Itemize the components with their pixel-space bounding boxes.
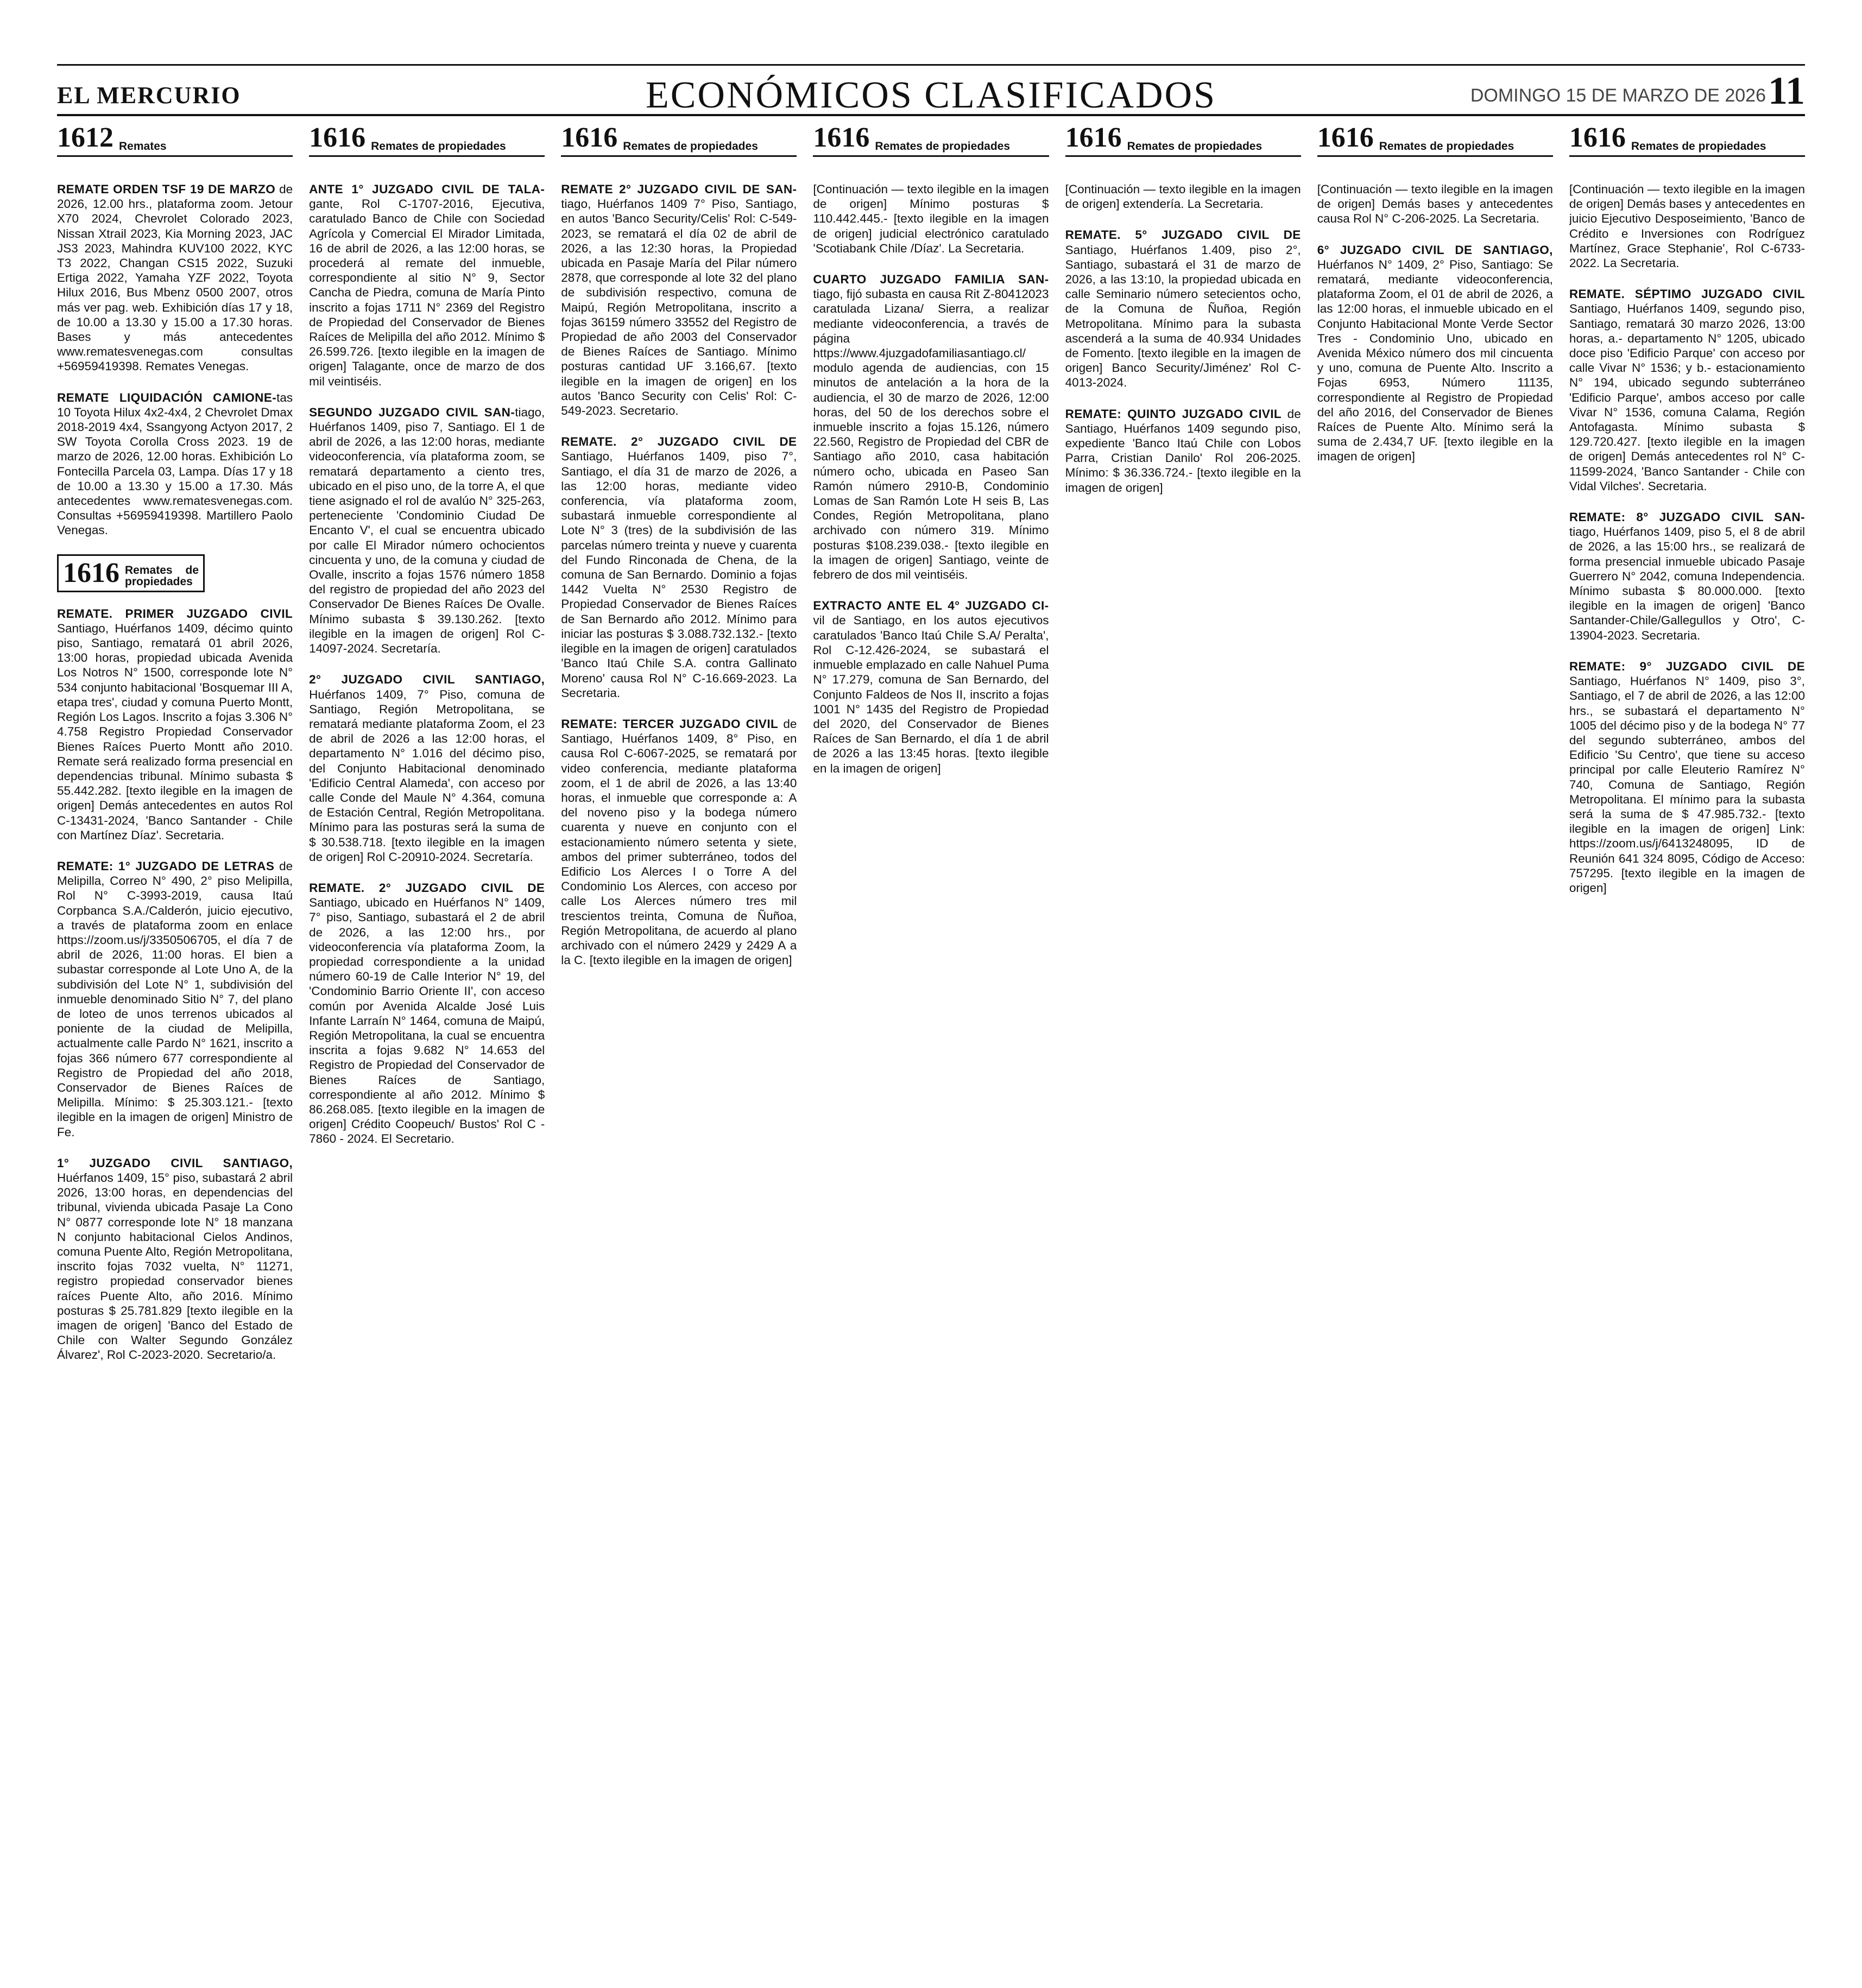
- section-label: Remates de propiedades: [1379, 140, 1514, 153]
- ad-lead: REMATE. 5° JUZGADO CIVIL DE: [1065, 228, 1301, 242]
- section-title: ECONÓMICOS CLASIFICADOS: [645, 74, 1217, 116]
- ad-body: de Santiago, Huérfanos 1409 segundo piso, expediente 'Banco Itaú Chile con Lobos Parra, Cristian Danilo' Rol 206-2025. Mínimo: $ 36.336.724.- [texto ilegible en la imagen de origen]: [1065, 407, 1301, 495]
- column-6: [1317, 124, 1553, 1966]
- ad-body: de Melipilla, Correo N° 490, 2° piso Melipilla, Rol N° C-3993-2019, causa Itaú Corpbanca S.A./Calderón, juicio ejecutivo, a través de plataforma zoom en enlace https://zoom.us/j/3350506705, el día 7 de abril de 2026, 11:00 horas. El bien a subastar corresponde al Lote Uno A, de la subdivisión del Lote N° 1, subdivisión del inmueble denominado Sitio N° 7, del plano de loteo de unos terrenos ubicados al poniente de la ciudad de Melipilla, actualmente calle Pardo N° 1621, inscrito a fojas 366 número 677 correspondiente al Registro de Propiedad del año 2018, Conservador de Bienes Raíces de Melipilla. Mínimo: $ 25.303.121.- [texto ilegible en la imagen de origen] Ministro de Fe.: [57, 859, 293, 1139]
- ad-body: tiago, fijó subasta en causa Rit Z-80412023 caratulada Lizana/ Sierra, a realizar mediante videoconferencia, a través de página https://www.4juzgadofamiliasantiago.cl/ modulo agenda de audiencias, con 15 minutos de antelación a la hora de la audiencia, el 30 de marzo de 2026, 12:00 horas, del 50 de los derechos sobre el inmueble inscrito a fojas 15.126, número 22.560, Registro de Propiedad del CBR de Santiago año 2010, casa habitación número ocho, ubicada en Paseo San Ramón número 2910-B, Condominio Lomas de San Ramón Lote H seis B, Las Condes, Región Metropolitana, plano archivado con número 319. Mínimo posturas $108.239.038.- [texto ilegible en la imagen de origen] Santiago, veinte de febrero de dos mil veintiséis.: [813, 287, 1049, 582]
- ad-lead: 2° JUZGADO CIVIL SANTIAGO,: [309, 673, 545, 687]
- section-header-remates-propiedades: [1317, 124, 1553, 157]
- ad-body: Huérfanos 1409, 7° Piso, comuna de Santiago, Región Metropolitana, se rematará mediante plataforma Zoom, el 23 de abril de 2026 a las 12:00 horas, el departamento N° 1.016 del décimo piso, del Conjunto Habitacional denominado 'Edificio Central Alameda', con acceso por calle Conde del Maule N° 4.364, comuna de Estación Central, Región Metropolitana. Mínimo para las posturas será la suma de $ 30.538.718. [texto ilegible en la imagen de origen] Rol C-20910-2024. Secretaría.: [309, 687, 545, 864]
- column-2: [309, 124, 545, 1966]
- classified-ad: [1317, 182, 1553, 226]
- classified-ad: [57, 390, 293, 538]
- ad-body: Santiago, Huérfanos N° 1409, piso 3°, Santiago, el 7 de abril de 2026, a las 12:00 hrs., se subastará el departamento N° 1005 del décimo piso y de la bodega N° 77 del segundo subterráneo, ambos del Edificio 'Su Centro', que tiene su acceso principal por calle Eleuterio Ramírez N° 740, Comuna de Santiago, Región Metropolitana. El mínimo para la subasta será la suma de $ 47.985.732.- [texto ilegible en la imagen de origen] Link: https://zoom.us/j/6413248095, ID de Reunión 641 324 8095, Código de Acceso: 757295. [texto ilegible en la imagen de origen]: [1569, 674, 1805, 895]
- section-number: 1616: [1317, 124, 1374, 153]
- section-header-remates-propiedades: [1569, 124, 1805, 157]
- column-1: [57, 124, 293, 1966]
- classified-ad: [57, 1156, 293, 1363]
- classified-ad: [813, 598, 1049, 775]
- section-header-remates-propiedades: [57, 554, 205, 592]
- paper-name: EL MERCURIO: [57, 82, 241, 109]
- ad-lead: REMATE ORDEN TSF 19 DE MARZO: [57, 182, 276, 196]
- classified-ad: [813, 182, 1049, 256]
- ad-lead: EXTRACTO ANTE EL 4° JUZGADO CI-: [813, 599, 1049, 613]
- ad-body: Huérfanos N° 1409, 2° Piso, Santiago: Se rematará, mediante videoconferencia, plataforma Zoom, el 01 de abril de 2026, a las 12:00 horas, el inmueble ubicado en el Conjunto Habitacional Monte Verde Sector Tres - Condominio Uno, ubicado en Avenida México número dos mil cincuenta y uno, comuna de Puente Alto. Inscrito a Fojas 6953, Número 11135, correspondiente al Registro de Propiedad del año 2016, del Conservador de Bienes Raíces de Puente Alto. Mínimo será la suma de 2.434,7 UF. [texto ilegible en la imagen de origen]: [1317, 257, 1553, 464]
- ad-lead: CUARTO JUZGADO FAMILIA SAN-: [813, 273, 1049, 287]
- section-label: Remates: [119, 140, 167, 153]
- section-header-remates: [57, 124, 293, 157]
- ad-body: Huérfanos 1409, 15° piso, subastará 2 abril 2026, 13:00 horas, en dependencias del tribunal, vivienda ubicada Pasaje La Cono N° 0877 corresponde lote N° 18 manzana N conjunto habitacional Cielos Andinos, comuna Puente Alto, Región Metropolitana, inscrito fojas 7032 vuelta, N° 11271, registro propiedad conservador bienes raíces Puente Alto, año 2016. Mínimo posturas $ 25.781.829 [texto ilegible en la imagen de origen] 'Banco del Estado de Chile con Walter Segundo González Álvarez', Rol C-2023-2020. Secretario/a.: [57, 1170, 293, 1362]
- classified-ad: [57, 859, 293, 1139]
- classified-ad: [1065, 182, 1301, 211]
- section-header-remates-propiedades: [1065, 124, 1301, 157]
- classified-ad: [309, 405, 545, 656]
- ad-body: tiago, Huérfanos 1409, piso 7, Santiago. El 1 de abril de 2026, a las 12:00 horas, mediante videoconferencia, vía plataforma zoom, se rematará departamento a ciento tres, ubicado en el piso uno, de la torre A, el que tiene asignado el rol de avalúo N° 325-263, perteneciente 'Condominio Ciudad De Encanto V', el cual se encuentra ubicado por calle El Mirador número ochocientos cincuenta y uno, de la comuna y ciudad de Ovalle, inscrito a fojas 1576 número 1858 del registro de propiedad del año 2023 del Conservador De Bienes Raíces De Ovalle. Mínimo subasta $ 39.130.262. [texto ilegible en la imagen de origen] Rol C-14097-2024. Secretaría.: [309, 405, 545, 656]
- section-number: 1612: [57, 124, 113, 153]
- ad-lead: REMATE: 8° JUZGADO CIVIL SAN-: [1569, 510, 1805, 524]
- section-label: Remates de propiedades: [125, 564, 199, 588]
- ad-lead: 1° JUZGADO CIVIL SANTIAGO,: [57, 1156, 293, 1170]
- classified-ad: [1569, 659, 1805, 895]
- section-number: 1616: [561, 124, 618, 153]
- issue-date: DOMINGO 15 DE MARZO DE 2026: [1470, 85, 1766, 106]
- section-label: Remates de propiedades: [1631, 140, 1766, 153]
- ad-body: Santiago, Huérfanos 1409, piso 7°, Santiago, el día 31 de marzo de 2026, a las 12:00 horas, mediante video conferencia, vía plataforma zoom, subastará inmueble correspondiente al Lote N° 3 (tres) de la subdivisión de las parcelas número treinta y nueve y cuarenta del Fundo Rinconada de Chena, de la comuna de San Bernardo. Dominio a fojas 1442 Vuelta N° 2530 Registro de Propiedad Conservador de Bienes Raíces de San Bernardo año 2012. Mínimo para iniciar las posturas $ 3.088.732.132.- [texto ilegible en la imagen de origen] caratulados 'Banco Itaú Chile S.A. contra Gallinato Moreno' causa Rol N° C-16.669-2023. La Secretaria.: [561, 449, 797, 700]
- ad-lead: REMATE: 1° JUZGADO DE LETRAS: [57, 859, 275, 873]
- classified-ad: [1569, 510, 1805, 643]
- ad-lead: REMATE 2° JUZGADO CIVIL DE SAN-: [561, 182, 797, 196]
- ad-lead: REMATE: TERCER JUZGADO CIVIL: [561, 717, 779, 731]
- section-number: 1616: [309, 124, 366, 153]
- ad-body: Santiago, Huérfanos 1.409, piso 2°, Santiago, subastará el 31 de marzo de 2026, a las 13:10, la propiedad ubicada en calle Seminario número setecientos ocho, de la Comuna de Ñuñoa, Región Metropolitana. Mínimo para la subasta ascenderá a la suma de 40.934 Unidades de Fomento. [texto ilegible en la imagen de origen] Banco Security/Jiménez' Rol C-4013-2024.: [1065, 243, 1301, 390]
- classified-ad: [1569, 287, 1805, 493]
- classified-ad: [1569, 182, 1805, 270]
- classified-columns: [57, 124, 1805, 1966]
- column-3: [561, 124, 797, 1966]
- ad-body: [Continuación — texto ilegible en la imagen de origen] extendería. La Secretaria.: [1065, 182, 1301, 211]
- column-5: [1065, 124, 1301, 1966]
- column-4: [813, 124, 1049, 1966]
- ad-lead: REMATE. SÉPTIMO JUZGADO CIVIL: [1569, 287, 1805, 301]
- section-number: 1616: [63, 557, 119, 588]
- ad-body: [Continuación — texto ilegible en la imagen de origen] Demás bases y antecedentes causa Rol N° C-206-2025. La Secretaria.: [1317, 182, 1553, 226]
- ad-body: gante, Rol C-1707-2016, Ejecutiva, caratulado Banco de Chile con Sociedad Agrícola y Comercial El Mirador Limitada, 16 de abril de 2026, a las 12:00 horas, se procederá al remate del inmueble, correspondiente al sitio N° 9, Sector Cancha de Piedra, comuna de María Pinto inscrito a fojas 1711 N° 2369 del Registro de Propiedad del Conservador de Bienes Raíces de Melipilla del año 2012. Mínimo $ 26.599.726. [texto ilegible en la imagen de origen] Talagante, once de marzo de dos mil veintiséis.: [309, 197, 545, 388]
- ad-lead: REMATE. 2° JUZGADO CIVIL DE: [561, 435, 797, 449]
- masthead: [57, 0, 1805, 116]
- ad-body: tas 10 Toyota Hilux 4x2-4x4, 2 Chevrolet Dmax 2018-2019 4x4, Ssangyong Actyon 2017, 2 SW Toyota Corolla Cross 2023. 19 de marzo de 2026, 12.00 horas. Exhibición Lo Fontecilla Parcela 03, Lampa. Días 17 y 18 de 10.00 a 13.30 y 15.00 a 17.30. Más antecedentes www.rematesvenegas.com. Consultas +56959419398. Martillero Paolo Venegas.: [57, 390, 293, 537]
- classified-ad: [1065, 227, 1301, 390]
- ad-lead: REMATE LIQUIDACIÓN CAMIONE-: [57, 390, 277, 404]
- section-number: 1616: [1065, 124, 1122, 153]
- classified-ad: [57, 182, 293, 374]
- section-number: 1616: [813, 124, 870, 153]
- masthead-rule: [57, 64, 1805, 66]
- ad-body: tiago, Huérfanos 1409 7° Piso, Santiago, en autos 'Banco Security/Celis' Rol: C-549-2023, se rematará el día 02 de abril de 2026, a las 12:30 horas, la Propiedad ubicada en Pasaje María del Pilar número 2878, que corresponde al lote 32 del plano de subdivisión respectivo, comuna de Maipú, Región Metropolitana, inscrito a fojas 36159 número 33552 del Registro de Propiedad de año 2003 del Conservador de Bienes Raíces de Santiago. Mínimo posturas cantidad UF 3.166,67. [texto ilegible en la imagen de origen] en los autos 'Banco Security con Celis' Rol: C-549-2023. Secretario.: [561, 197, 797, 418]
- ad-lead: ANTE 1° JUZGADO CIVIL DE TALA-: [309, 182, 545, 196]
- classified-ad: [561, 717, 797, 967]
- ad-body: Santiago, ubicado en Huérfanos N° 1409, 7° piso, Santiago, subastará el 2 de abril de 2026, a las 12:00 hrs., por videoconferencia vía plataforma Zoom, la propiedad correspondiente a la unidad número 60-19 de Calle Interior N° 19, del 'Condominio Barrio Oriente II', con acceso común por Avenida Alcalde José Luis Infante Larraín N° 1464, comuna de Maipú, Región Metropolitana, la cual se encuentra inscrita a fojas 9.682 N° 14.653 del Registro de Propiedad del Conservador de Bienes Raíces de Santiago, correspondiente al año 2012. Mínimo $ 86.268.085. [texto ilegible en la imagen de origen] Crédito Coopeuch/ Bustos' Rol C - 7860 - 2024. El Secretario.: [309, 896, 545, 1146]
- classified-ad: [1065, 407, 1301, 495]
- classified-ad: [309, 881, 545, 1147]
- classified-ad: [813, 272, 1049, 582]
- section-header-remates-propiedades: [813, 124, 1049, 157]
- ad-lead: 6° JUZGADO CIVIL DE SANTIAGO,: [1317, 243, 1553, 257]
- section-label: Remates de propiedades: [875, 140, 1011, 153]
- ad-body: vil de Santiago, en los autos ejecutivos caratulados 'Banco Itaú Chile S.A/ Peralta', Rol C-12.426-2024, se subastará el inmueble emplazado en calle Nahuel Puma N° 17.279, comuna de San Bernardo, del Conjunto Faldeos de Nos II, inscrito a fojas 1001 N° 1435 del Registro de Propiedad del 2020, del Conservador de Bienes Raíces de San Bernardo, el día 1 de abril de 2026 a las 13:45 horas. [texto ilegible en la imagen de origen]: [813, 613, 1049, 775]
- ad-lead: REMATE. PRIMER JUZGADO CIVIL: [57, 606, 293, 621]
- classified-ad: [57, 606, 293, 843]
- ad-lead: REMATE: 9° JUZGADO CIVIL DE: [1569, 659, 1805, 673]
- classified-ad: [561, 182, 797, 418]
- ad-body: tiago, Huérfanos 1409, piso 5, el 8 de abril de 2026, a las 15:00 hrs., se realizará de forma presencial inmueble ubicado Pasaje Guerrero N° 2042, comuna Independencia. Mínimo subasta $ 80.000.000. [texto ilegible en la imagen de origen] 'Banco Santander-Chile/Gallegullos y Otro', C-13904-2023. Secretaria.: [1569, 525, 1805, 642]
- classified-ad: [309, 672, 545, 864]
- ad-body: [Continuación — texto ilegible en la imagen de origen] Demás bases y antecedentes en juicio Ejecutivo Desposeimiento, 'Banco de Crédito e Inversiones con Rodríguez Martínez, Grace Stephanie', Rol C-6733-2022. La Secretaria.: [1569, 182, 1805, 270]
- column-7: [1569, 124, 1805, 1966]
- ad-body: de 2026, 12.00 hrs., plataforma zoom. Jetour X70 2024, Chevrolet Colorado 2023, Nissan Xtrail 2023, Kia Morning 2023, JAC JS3 2023, Mahindra KUV100 2022, KYC T3 2022, Changan CS15 2022, Suzuki Ertiga 2022, Yamaha YZF 2022, Toyota Hilux 2016, Bus Mbenz 0500 2007, otros más ver pag. web. Exhibición días 17 y 18, de 10.00 a 13.30 y 15.00 a 17.30 horas. Bases y más antecedentes www.rematesvenegas.com consultas +56959419398. Remates Venegas.: [57, 182, 293, 373]
- section-label: Remates de propiedades: [623, 140, 758, 153]
- ad-lead: SEGUNDO JUZGADO CIVIL SAN-: [309, 405, 515, 419]
- section-number: 1616: [1569, 124, 1626, 153]
- page-number: 11: [1768, 69, 1805, 112]
- ad-body: Santiago, Huérfanos 1409, segundo piso, Santiago, rematará 30 marzo 2026, 13:00 horas, a.- departamento N° 1205, ubicado doce piso 'Edificio Parque' con acceso por calle Vivar N° 1536; y b.- estacionamiento N° 194, ubicado segundo subterráneo 'Edificio Parque', ambos acceso por calle Vivar N° 1536, comuna Calama, Región Antofagasta. Mínimo subasta $ 129.720.427. [texto ilegible en la imagen de origen] Demás antecedentes rol N° C-11599-2024, 'Banco Santander - Chile con Vidal Vilches'. Secretaria.: [1569, 302, 1805, 493]
- ad-lead: REMATE: QUINTO JUZGADO CIVIL: [1065, 407, 1282, 421]
- classified-ad: [561, 434, 797, 700]
- ad-lead: REMATE. 2° JUZGADO CIVIL DE: [309, 881, 545, 895]
- classified-ad: [1317, 243, 1553, 464]
- ad-body: Santiago, Huérfanos 1409, décimo quinto piso, Santiago, rematará 01 abril 2026, 13:00 horas, propiedad ubicada Avenida Los Notros N° 1500, corresponde lote N° 534 conjunto habitacional 'Bosquemar III A, etapa tres', ciudad y comuna Puerto Montt, Región Los Lagos. Inscrito a fojas 3.306 N° 4.758 Registro Propiedad Conservador Bienes Raíces Puerto Montt año 2010. Remate será realizado forma presencial en dependencias tribunal. Mínimo subasta $ 55.442.282. [texto ilegible en la imagen de origen] Demás antecedentes en autos Rol C-13431-2024, 'Banco Santander - Chile con Martínez Díaz'. Secretaria.: [57, 621, 293, 842]
- classified-ad: [309, 182, 545, 389]
- section-label: Remates de propiedades: [1127, 140, 1263, 153]
- section-header-remates-propiedades: [309, 124, 545, 157]
- ad-body: [Continuación — texto ilegible en la imagen de origen] Mínimo posturas $ 110.442.445.- [texto ilegible en la imagen de origen] judicial electrónico caratulado 'Scotiabank Chile /Díaz'. La Secretaria.: [813, 182, 1049, 255]
- section-header-remates-propiedades: [561, 124, 797, 157]
- ad-body: de Santiago, Huérfanos 1409, 8° Piso, en causa Rol C-6067-2025, se rematará por video conferencia, mediante plataforma zoom, el 1 de abril de 2026, a las 13:40 horas, el inmueble que corresponde a: A del noveno piso y la bodega número cuarenta y nueve en conjunto con el estacionamiento número setenta y siete, ambos del primer subterráneo, todos del Edificio Los Alerces I o Torre A del Condominio Los Alerces, con acceso por calle Los Alerces número tres mil trescientos treinta, Comuna de Ñuñoa, Región Metropolitana, de acuerdo al plano archivado con el número 2429 y 2429 A a la C. [texto ilegible en la imagen de origen]: [561, 717, 797, 967]
- section-label: Remates de propiedades: [371, 140, 506, 153]
